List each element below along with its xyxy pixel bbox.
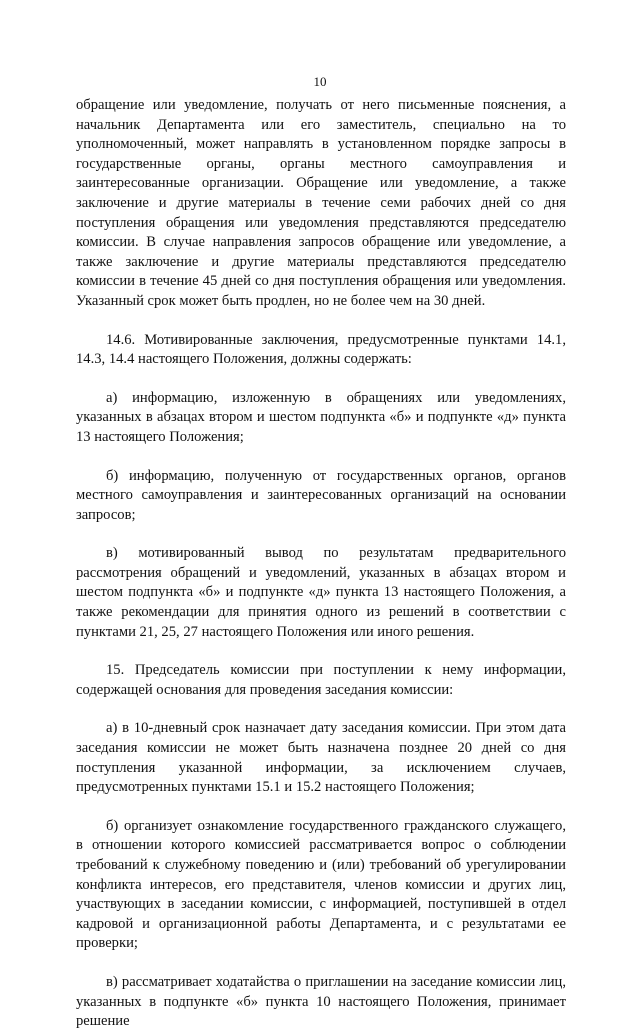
paragraph-continuation: обращение или уведомление, получать от него письменные пояснения, а начальник Департамента или его заместитель, специально на то уполномоченный, может направлять в установленном порядке запросы в государственные органы, органы местного самоуправления и заинтересованные организации. Обращение или уведомление, а также заключение и другие материалы в течение семи рабочих дней со дня поступления обращения или уведомления представляются председателю комиссии. В случае направления запросов обращение или уведомление, а также заключение и другие материалы представляются председателю комиссии в течение 45 дней со дня поступления обращения или уведомления. Указанный срок может быть продлен, но не более чем на 30 дней.	[76, 97, 566, 309]
paragraph-14-6-v: в) мотивированный вывод по результатам предварительного рассмотрения обращений и уведомлений, указанных в абзацах втором и шестом подпункта «б» и подпункте «д» пункта 13 настоящего Положения, а также рекомендации для принятия одного из решений в соответствии с пунктами 21, 25, 27 настоящего Положения или иного решения.	[76, 545, 566, 640]
document-body	[76, 96, 566, 1032]
paragraph-15-v: в) рассматривает ходатайства о приглашении на заседание комиссии лиц, указанных в подпункте «б» пункта 10 настоящего Положения, принимает решение	[76, 973, 566, 1030]
paragraph-14-6: 14.6. Мотивированные заключения, предусмотренные пунктами 14.1, 14.3, 14.4 настоящего Положения, должны содержать:	[76, 331, 566, 368]
paragraph-14-6-b: б) информацию, полученную от государственных органов, органов местного самоуправления и заинтересованных организаций на основании запросов;	[76, 467, 566, 523]
paragraph-15: 15. Председатель комиссии при поступлении к нему информации, содержащей основания для проведения заседания комиссии:	[76, 662, 566, 698]
paragraph-15-b: б) организует ознакомление государственного гражданского служащего, в отношении которого комиссией рассматривается вопрос о соблюдении требований к служебному поведению и (или) требований об урегулировании конфликта интересов, его представителя, членов комиссии и других лиц, участвующих в заседании комиссии, с информацией, поступившей в отдел кадровой и организационной работы Департамента, и с результатами ее проверки;	[76, 817, 566, 952]
page-number: 10	[313, 74, 327, 89]
paragraph-14-6-a: а) информацию, изложенную в обращениях или уведомлениях, указанных в абзацах втором и шестом подпункта «б» и подпункте «д» пункта 13 настоящего Положения;	[76, 389, 566, 445]
paragraph-15-a: а) в 10-дневный срок назначает дату заседания комиссии. При этом дата заседания комиссии не может быть назначена позднее 20 дней со дня поступления указанной информации, за исключением случаев, предусмотренных пунктами 15.1 и 15.2 настоящего Положения;	[76, 720, 566, 796]
